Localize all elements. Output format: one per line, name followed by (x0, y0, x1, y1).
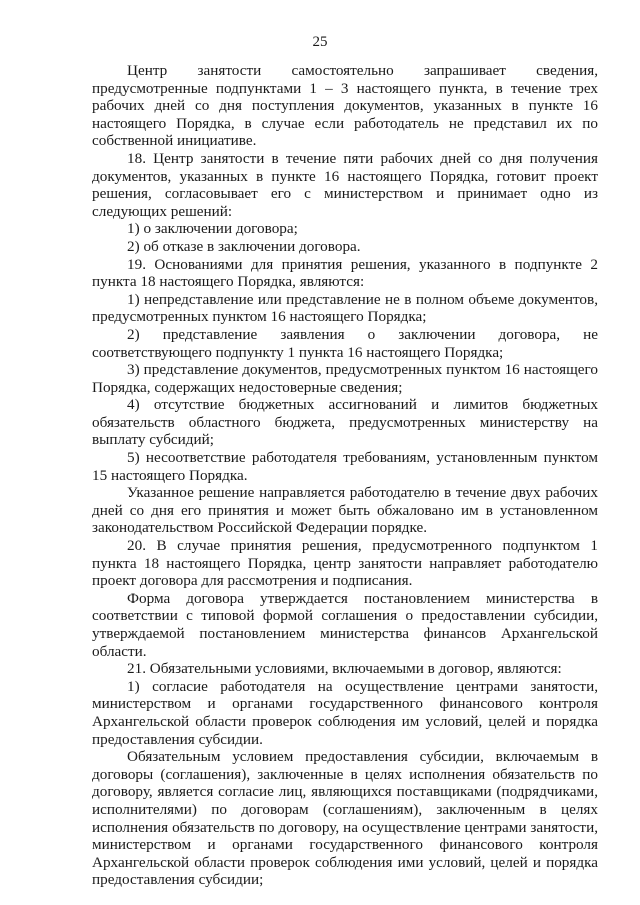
page-number: 25 (312, 34, 328, 50)
list-item: 4) отсутствие бюджетных ассигнований и лимитов бюджетных обязательств областного бюджета, предусмотренных министерству на выплату субсидий; (92, 396, 598, 449)
list-item: 1) о заключении договора; (127, 220, 298, 238)
list-item: 3) представление документов, предусмотренных пунктом 16 настоящего Порядка, содержащих недостоверные сведения; (92, 361, 598, 396)
list-item: 2) представление заявления о заключении договора, не соответствующего подпункту 1 пункта 16 настоящего Порядка; (92, 325, 598, 361)
paragraph-item-20: 20. В случае принятия решения, предусмотренного подпунктом 1 пункта 18 настоящего Порядка, центр занятости направляет работодателю проект договора для рассмотрения и подписания. (92, 537, 598, 590)
list-item: 2) об отказе в заключении договора. (127, 237, 361, 255)
list-item: 1) согласие работодателя на осуществление центрами занятости, министерством и органами государственного финансового контроля Архангельской области проверок соблюдения им условий, целей и порядка предоставления субсидии. (92, 677, 598, 748)
list-item: 5) несоответствие работодателя требованиям, установленным пунктом 15 настоящего Порядка. (92, 449, 598, 484)
paragraph: Указанное решение направляется работодателю в течение двух рабочих дней со дня его принятия и может быть обжаловано им в установленном законодательством Российской Федерации порядке. (92, 484, 598, 537)
paragraph-item-18: 18. Центр занятости в течение пяти рабочих дней со дня получения документов, указанных в пункте 16 настоящего Порядка, готовит проект решения, согласовывает его с министерством и принимает одно из следующих решений: (92, 149, 598, 220)
paragraph: Центр занятости самостоятельно запрашивает сведения, предусмотренные подпунктами 1 – 3 настоящего пункта, в течение трех рабочих дней со дня поступления документов, указанных в пункте 16 настоящего Порядка, в случае если работодатель не представил их по собственной инициативе. (92, 62, 598, 150)
paragraph-item-19: 19. Основаниями для принятия решения, указанного в подпункте 2 пункта 18 настоящего Порядка, являются: (92, 255, 598, 291)
list-item: 1) непредставление или представление не в полном объеме документов, предусмотренных пунктом 16 настоящего Порядка; (92, 290, 598, 326)
paragraph-item-21: 21. Обязательными условиями, включаемыми в договор, являются: (127, 660, 562, 678)
document-body (92, 62, 598, 889)
paragraph: Обязательным условием предоставления субсидии, включаемым в договоры (соглашения), заключенные в целях исполнения обязательств по договору, является согласие лиц, являющихся поставщиками (подрядчиками, исполнителями) по договорам (соглашениям), заключенным в целях исполнения обязательств по договору, на осуществление центрами занятости, министерством и органами государственного финансового контроля Архангельской области проверок соблюдения ими условий, целей и порядка предоставления субсидии; (92, 748, 598, 889)
paragraph: Форма договора утверждается постановлением министерства в соответствии с типовой формой соглашения о предоставлении субсидии, утверждаемой постановлением министерства финансов Архангельской области. (92, 589, 598, 660)
